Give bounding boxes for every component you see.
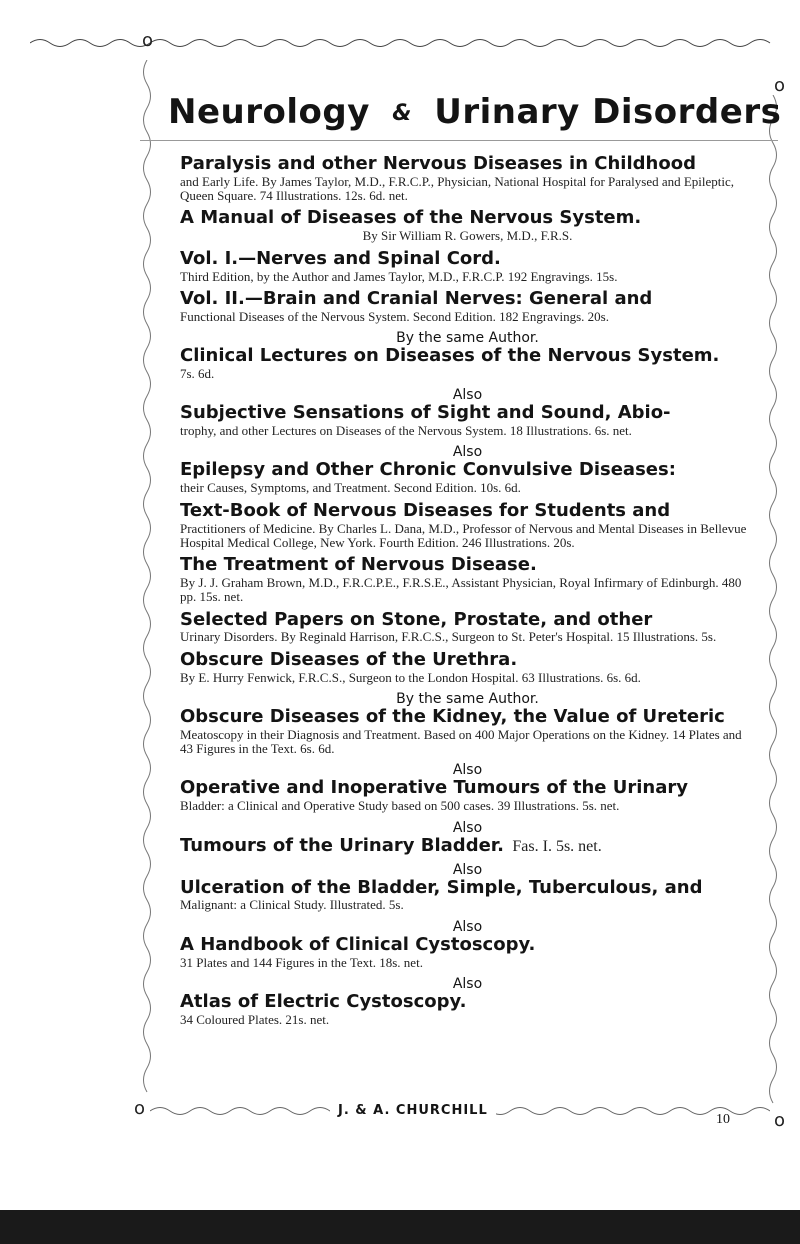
book-price: Fas. I. 5s. net. — [512, 837, 602, 855]
by-same-author-label: By the same Author. — [396, 690, 539, 707]
also-label: Also — [452, 918, 483, 935]
scan-edge-band — [0, 1210, 800, 1244]
also-label: Also — [452, 819, 483, 836]
book-description: trophy, and other Lectures on Diseases of the Nervous System. 18 Illustrations. 6s. net. — [180, 423, 632, 439]
book-entry — [180, 499, 755, 550]
book-title: Text-Book of Nervous Diseases for Students and — [180, 499, 671, 521]
page-title — [168, 92, 781, 132]
book-title: Epilepsy and Other Chronic Convulsive Diseases: — [180, 459, 676, 481]
book-description: By J. J. Graham Brown, M.D., F.R.C.P.E., F.R.S.E., Assistant Physician, Royal Infirmary of Edinburgh. 480 pp. 15s. net. — [180, 574, 742, 605]
book-entry — [180, 347, 755, 381]
book-description: Functional Diseases of the Nervous System. Second Edition. 182 Engravings. 20s. — [180, 308, 609, 324]
book-title: Obscure Diseases of the Urethra. — [180, 648, 518, 670]
corner-circle-icon: o — [774, 75, 786, 96]
also-label: Also — [452, 861, 483, 878]
also-label: Also — [452, 762, 483, 779]
left-decorative-rail — [140, 60, 154, 1105]
book-description: Third Edition, by the Author and James Taylor, M.D., F.R.C.P. 192 Engravings. 15s. — [180, 268, 618, 284]
corner-circle-icon: o — [134, 1098, 146, 1119]
book-description: Meatoscopy in their Diagnosis and Treatment. Based on 400 Major Operations on the Kidney. 14 Plates and 43 Figures in the Text. 6s. 6d. — [180, 726, 742, 757]
book-title: Clinical Lectures on Diseases of the Nervous System. — [180, 345, 720, 367]
publisher-name: J. & A. CHURCHILL — [330, 1103, 496, 1118]
also-label: Also — [452, 975, 483, 992]
book-entry — [180, 461, 755, 495]
book-description: By E. Hurry Fenwick, F.R.C.S., Surgeon to the London Hospital. 63 Illustrations. 6s. 6d. — [180, 669, 641, 685]
book-entry — [180, 247, 755, 284]
book-entry — [180, 608, 755, 645]
book-description: Bladder: a Clinical and Operative Study based on 500 cases. 39 Illustrations. 5s. net. — [180, 798, 620, 814]
heading-divider — [140, 140, 778, 141]
book-title: Ulceration of the Bladder, Simple, Tuberculous, and — [180, 876, 703, 898]
book-title: Atlas of Electric Cystoscopy. — [180, 990, 467, 1012]
book-description: their Causes, Symptoms, and Treatment. Second Edition. 10s. 6d. — [180, 480, 521, 496]
book-entry — [180, 155, 755, 203]
corner-circle-icon: o — [774, 1110, 786, 1131]
book-entry — [180, 209, 755, 243]
book-title: A Handbook of Clinical Cystoscopy. — [180, 933, 536, 955]
book-title: Vol. I.—Nerves and Spinal Cord. — [180, 247, 501, 269]
book-description: Practitioners of Medicine. By Charles L. Dana, M.D., Professor of Nervous and Mental Diseases in Bellevue Hospital Medical College, New York. Fourth Edition. 246 Illustrations. 20s. — [180, 520, 747, 550]
book-entry — [180, 705, 755, 757]
book-description: Urinary Disorders. By Reginald Harrison, F.R.C.S., Surgeon to St. Peter's Hospital. 15 Illustrations. 5s. — [180, 629, 717, 645]
book-title: Selected Papers on Stone, Prostate, and other — [180, 608, 653, 630]
title-urinary-disorders: Urinary Disorders — [434, 92, 782, 132]
title-neurology: Neurology — [168, 92, 370, 132]
book-entry — [180, 834, 755, 856]
book-title: Vol. II.—Brain and Cranial Nerves: General and — [180, 287, 653, 309]
book-description: 31 Plates and 144 Figures in the Text. 18s. net. — [180, 954, 423, 970]
book-entry — [180, 779, 755, 813]
also-label: Also — [452, 387, 483, 404]
book-title: Obscure Diseases of the Kidney, the Value of Ureteric — [180, 705, 725, 727]
also-label: Also — [452, 444, 483, 461]
book-description: Malignant: a Clinical Study. Illustrated. 5s. — [180, 897, 404, 913]
page-number: 10 — [716, 1112, 730, 1127]
catalogue-list — [180, 155, 755, 1033]
book-title: Paralysis and other Nervous Diseases in Childhood — [180, 153, 696, 174]
book-description: 34 Coloured Plates. 21s. net. — [180, 1011, 330, 1027]
book-title: Subjective Sensations of Sight and Sound, Abio- — [180, 402, 671, 424]
book-entry — [180, 287, 755, 324]
by-same-author-label: By the same Author. — [396, 330, 539, 347]
book-entry — [180, 648, 755, 685]
right-decorative-rail — [766, 95, 780, 1105]
book-title: Operative and Inoperative Tumours of the Urinary — [180, 777, 688, 799]
book-entry — [180, 990, 755, 1027]
book-title: Tumours of the Urinary Bladder. — [180, 834, 504, 856]
book-title: A Manual of Diseases of the Nervous System. — [180, 207, 642, 229]
book-title: The Treatment of Nervous Disease. — [180, 554, 537, 576]
book-description: and Early Life. By James Taylor, M.D., F.R.C.P., Physician, National Hospital for Paralysed and Epileptic, Queen Square. 74 Illustrations. 12s. 6d. net. — [180, 173, 735, 204]
book-price: 7s. 6d. — [180, 365, 215, 381]
book-entry — [180, 404, 755, 438]
book-author: By Sir William R. Gowers, M.D., F.R.S. — [362, 228, 573, 244]
corner-circle-icon: o — [142, 30, 154, 51]
book-entry — [180, 933, 755, 970]
book-entry — [180, 556, 755, 604]
book-entry — [180, 876, 755, 913]
ampersand-ornament: & — [392, 101, 412, 126]
